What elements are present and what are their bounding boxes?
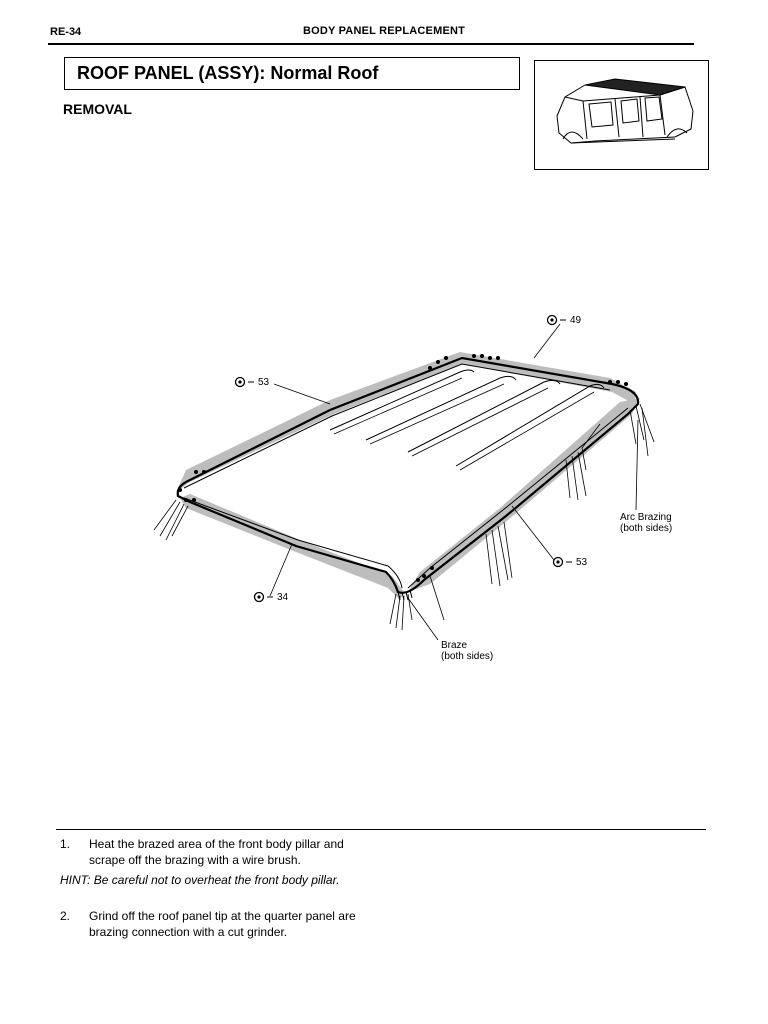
callout-34: 34 <box>277 592 289 603</box>
vehicle-thumbnail <box>534 60 709 170</box>
title-box <box>64 57 520 90</box>
spot-weld-symbol-49 <box>548 316 567 325</box>
instruction-step-2: 2. Grind off the roof panel tip at the quarter panel are brazing connection with a cut grinder. <box>60 909 356 939</box>
page-code: RE-34 <box>50 26 82 38</box>
instruction-step-1: 1. Heat the brazed area of the front body pillar and scrape off the brazing with a wire brush. <box>60 837 344 867</box>
roof-panel-diagram <box>0 290 768 690</box>
header-rule <box>48 43 694 45</box>
section-title: BODY PANEL REPLACEMENT <box>302 25 466 37</box>
car-body-icon <box>535 61 710 171</box>
spot-weld-symbol-53-right <box>554 558 573 567</box>
callout-53-left: 53 <box>258 377 270 388</box>
instructions-rule <box>56 829 706 830</box>
callout-49: 49 <box>570 315 582 326</box>
callout-53-right: 53 <box>576 557 588 568</box>
spot-weld-symbol-34 <box>255 593 274 602</box>
arc-brazing-label: Arc Brazing (both sides) <box>620 512 673 534</box>
removal-heading: REMOVAL <box>63 101 132 117</box>
braze-label: Braze (both sides) <box>441 640 494 662</box>
page-title: ROOF PANEL (ASSY): Normal Roof <box>77 63 379 83</box>
instruction-hint: HINT: Be careful not to overheat the front body pillar. <box>60 873 340 887</box>
spot-weld-symbol-53-left <box>236 378 255 387</box>
